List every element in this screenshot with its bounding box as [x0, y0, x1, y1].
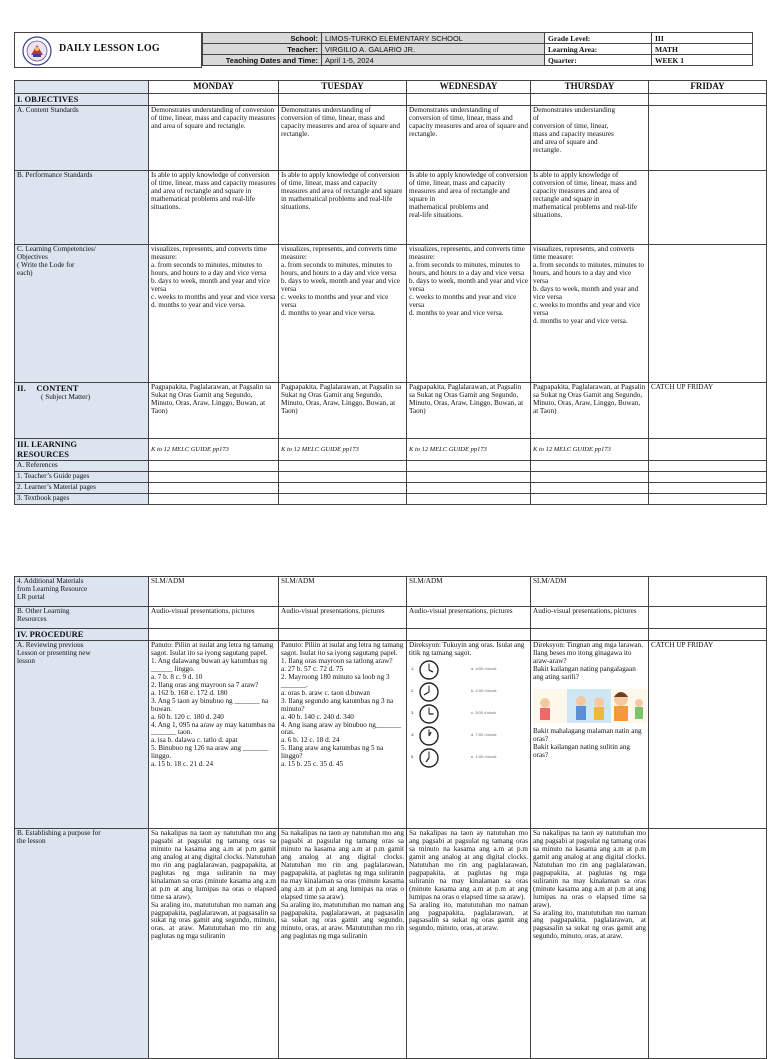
label-learners-material: 2. Learner’s Material pages — [15, 483, 149, 494]
clock-icon — [419, 748, 439, 768]
blank-cell — [407, 93, 531, 105]
grade-label: Grade Level: — [545, 33, 652, 44]
blank-cell — [279, 483, 407, 494]
additional-monday: SLM/ADM — [149, 577, 279, 607]
blank-cell — [279, 93, 407, 105]
competencies-thursday: visualizes, represents, and converts time measure: a. from seconds to minutes, minutes to hours, and hours to a day and vice versa b. days to week, month and year and vice versa c. weeks to months and year and vice versa d. months to year and vice versa. — [531, 245, 649, 383]
blank-cell — [407, 472, 531, 483]
clock-item — [411, 704, 531, 724]
label-content — [15, 383, 149, 439]
lesson-table-part-1 — [14, 80, 767, 505]
blank-cell — [531, 472, 649, 483]
clock-option: d. 7:00 o'clock — [471, 732, 497, 738]
blank-cell — [149, 93, 279, 105]
blank-cell — [407, 483, 531, 494]
blank-cell — [649, 472, 767, 483]
blank-cell — [149, 461, 279, 472]
clock-item — [411, 682, 531, 702]
blank-cell — [279, 472, 407, 483]
blank-cell — [149, 494, 279, 505]
blank-cell — [279, 461, 407, 472]
content-friday: CATCH UP FRIDAY — [649, 383, 767, 439]
label-performance-standards: B. Performance Standards — [15, 171, 149, 245]
blank-cell — [531, 483, 649, 494]
reviewing-friday: CATCH UP FRIDAY — [649, 641, 767, 829]
dates-label: Teaching Dates and Time: — [203, 55, 322, 66]
clock-exercise — [409, 658, 528, 766]
melc-friday — [649, 439, 767, 461]
clock-icon — [419, 682, 439, 702]
blank-cell — [407, 461, 531, 472]
blank-cell — [531, 93, 649, 105]
clock-option: b. 2:00 o'clock — [471, 688, 497, 694]
label-establishing: B. Establishing a purpose for the lesson — [15, 829, 149, 1059]
label-competencies: C. Learning Competencies/ Objectives ( Write the Lode for each) — [15, 245, 149, 383]
clock-icon — [419, 726, 439, 746]
label-additional-materials: 4. Additional Materials from Learning Resource LR portal — [15, 577, 149, 607]
section-learning-resources: III. LEARNING RESOURCES — [15, 439, 149, 461]
header-meta-table — [202, 32, 753, 66]
content-tuesday: Pagpapakita, Paglalarawan, at Pagsalin sa Sukat ng Oras Gamit ang Segundo, Minuto, Oras, Araw, Linggo, Buwan, at Taon) — [279, 383, 407, 439]
school-label: School: — [203, 33, 322, 44]
header-logo-box — [14, 32, 202, 68]
other-resources-thursday: Audio-visual presentations, pictures — [531, 607, 649, 629]
lesson-table-part-2 — [14, 576, 767, 1059]
area-label: Learning Area: — [545, 44, 652, 55]
section-content: II. CONTENT — [17, 383, 79, 394]
day-header-monday: MONDAY — [149, 81, 279, 94]
content-standards-monday: Demonstrates understanding of conversion of time, linear, mass and capacity measures and area of square and rectangle. — [149, 106, 279, 171]
day-header-tuesday: TUESDAY — [279, 81, 407, 94]
clock-item — [411, 660, 531, 680]
deped-seal-icon — [22, 36, 52, 66]
children-routine-illustration — [533, 685, 647, 725]
clock-item-number: 2. — [411, 688, 415, 694]
blank-cell — [531, 461, 649, 472]
additional-tuesday: SLM/ADM — [279, 577, 407, 607]
header — [14, 32, 766, 68]
blank-cell — [649, 494, 767, 505]
performance-standards-tuesday: Is able to apply knowledge of conversion of time, linear, mass and capacity measures and area of rectangle and square in mathematical problems and real-life situations. — [279, 171, 407, 245]
label-teachers-guide: 1. Teacher’s Guide pages — [15, 472, 149, 483]
clock-item-number: 4. — [411, 732, 415, 738]
other-resources-friday — [649, 607, 767, 629]
area-value: MATH — [652, 44, 753, 55]
blank-cell — [407, 494, 531, 505]
performance-standards-friday — [649, 171, 767, 245]
clock-icon — [419, 660, 439, 680]
establishing-tuesday: Sa nakalipas na taon ay natutuhan mo ang pagsabi at pagsulat ng tamang oras sa minuto na kasama ang a.m at p.m gamit ang analog at ang digital clocks. Natutuhan mo rin ang paglalarawan, pagpapakita, at paglutas ng mga suliranin na may kinalaman sa oras (minute kasama ang a.m at p.m at ang lumipas na oras o elapsed time sa araw). Sa araling ito, matututuhan mo naman ang pagpapakita, paglalarawan, at pagsasalin sa sukat ng oras gamit ang segundo, minuto, oras, at araw. Matututuhan mo rin ang paglutas ng mga suliranin — [279, 829, 407, 1059]
blank-cell — [149, 629, 279, 641]
day-header-friday: FRIDAY — [649, 81, 767, 94]
daily-routine-picture — [533, 685, 646, 725]
reviewing-wednesday-direction: Direksyon: Tukuyin ang oras. Isulat ang titik ng tamang sagot. — [409, 641, 525, 658]
melc-tuesday: K to 12 MELC GUIDE pp173 — [279, 439, 407, 461]
performance-standards-monday: Is able to apply knowledge of conversion of time, linear, mass and capacity measures and area of rectangle and square in mathematical problems and real-life situations. — [149, 171, 279, 245]
teacher-label: Teacher: — [203, 44, 322, 55]
content-standards-friday — [649, 106, 767, 171]
reviewing-wednesday — [407, 641, 531, 829]
label-content-standards: A. Content Standards — [15, 106, 149, 171]
reviewing-tuesday: Panuto: Piliin at isulat ang letra ng tamang sagot. Isulat ito sa iyong sagutang papel. 1. Ilang oras mayroon sa tatlong araw? a. 27 b. 57 c. 72 d. 75 2. Mayroong 180 minuto sa loob ng 3 _______. a. oras b. araw c. taon d.buwan 3. Ilang segundo ang katumbas ng 3 na minuto? a. 40 b. 140 c. 240 d. 340 4. Ang isang araw ay binubuo ng_______ oras. a. 6 b. 12 c. 18 d. 24 5. Ilang araw ang katumbas ng 5 na linggo? a. 15 b. 25 c. 35 d. 45 — [279, 641, 407, 829]
quarter-label: Quarter: — [545, 55, 652, 66]
competencies-wednesday: visualizes, represents, and converts time measure: a. from seconds to minutes, minutes to hours, and hours to a day and vice versa b. days to week, month and year and vice versa c. weeks to months and year and vice versa d. months to year and vice versa. — [407, 245, 531, 383]
clock-option: a. 4:00 o'clock — [471, 666, 497, 672]
additional-wednesday: SLM/ADM — [407, 577, 531, 607]
clock-option: e. 1:00 o'clock — [471, 754, 497, 760]
reviewing-thursday-direction: Direksyon: Tingnan ang mga larawan. Ilang beses mo itong ginagawa ito araw-araw? Bakit kailangan nating pangalagaan ang ating sarili? — [533, 641, 643, 682]
blank-cell — [279, 494, 407, 505]
competencies-tuesday: visualizes, represents, and converts time measure: a. from seconds to minutes, minutes to hours, and hours to a day and vice versa b. days to week, month and year and vice versa c. weeks to months and year and vice versa d. months to year and vice versa. — [279, 245, 407, 383]
other-resources-tuesday: Audio-visual presentations, pictures — [279, 607, 407, 629]
clock-item — [411, 748, 531, 768]
other-resources-monday: Audio-visual presentations, pictures — [149, 607, 279, 629]
grade-value: III — [652, 33, 753, 44]
clock-item-number: 5. — [411, 754, 415, 760]
clock-item — [411, 726, 531, 746]
melc-thursday: K to 12 MELC GUIDE pp173 — [531, 439, 649, 461]
clock-option: c. 3:00 o'clock — [471, 710, 497, 716]
label-references: A. References — [15, 461, 149, 472]
establishing-wednesday: Sa nakalipas na taon ay natutuhan mo ang pagsabi at pagsulat ng tamang oras sa minuto na kasama ang a.m at p.m gamit ang analog at ang digital clocks. Natutuhan mo rin ang paglalarawan, pagpapakita, at paglutas ng mga suliranin na may kinalaman sa oras (minute kasama ang a.m at p.m at ang lumipas na oras o elapsed time sa araw). Sa araling ito, matututuhan mo naman ang pagpapakita, paglalarawan, at pagsasalin sa sukat ng oras gamit ang segundo, minuto, oras, at araw. — [407, 829, 531, 1059]
label-subject-matter: ( Subject Matter) — [41, 392, 91, 401]
blank-cell — [649, 93, 767, 105]
document-title: DAILY LESSON LOG — [59, 43, 160, 54]
competencies-friday — [649, 245, 767, 383]
reviewing-thursday — [531, 641, 649, 829]
clock-item-number: 1. — [411, 666, 415, 672]
reviewing-thursday-questions: Bakit mahalagang malaman natin ang oras? Bakit kailangan nating sulitin ang oras? — [533, 726, 642, 759]
performance-standards-thursday: Is able to apply knowledge of conversion of time, linear, mass and capacity measures and area of rectangle and square in mathematical problems and real-life situations. — [531, 171, 649, 245]
teacher-value: VIRGILIO A. GALARIO JR. — [322, 44, 545, 55]
reviewing-monday: Panuto: Piliin at isulat ang letra ng tamang sagot. Isulat ito sa iyong sagutang papel. 1. Ang dalawang buwan ay katumbas ng ______ linggo. a. 7 b. 8 c. 9 d. 10 2. Ilang oras ang mayroon sa 7 araw? a. 162 b. 168 c. 172 d. 180 3. Ang 5 taon ay binubuo ng _______ na buwan. a. 60 b. 120 c. 180 d. 240 4. Ang 1, 095 na araw ay may katumbas na _______ taon. a. isa b. dalawa c. tatlo d. apat 5. Binubuo ng 126 na araw ang _______ linggo. a. 15 b. 18 c. 21 d. 24 — [149, 641, 279, 829]
blank-cell — [649, 483, 767, 494]
blank-cell — [407, 629, 531, 641]
blank-cell — [649, 629, 767, 641]
quarter-value: WEEK 1 — [652, 55, 753, 66]
label-textbook: 3. Textbook pages — [15, 494, 149, 505]
other-resources-wednesday: Audio-visual presentations, pictures — [407, 607, 531, 629]
blank-cell — [149, 483, 279, 494]
blank-cell — [649, 461, 767, 472]
day-header-wednesday: WEDNESDAY — [407, 81, 531, 94]
blank-cell — [531, 494, 649, 505]
blank-cell — [531, 629, 649, 641]
establishing-monday: Sa nakalipas na taon ay natutuhan mo ang pagsabi at pagsulat ng tamang oras sa minuto na kasama ang a.m at p.m gamit ang analog at ang digital clocks. Natutuhan mo rin ang paglalarawan, pagpapakita, at paglutas ng mga suliranin na may kinalaman sa oras (minute kasama ang a.m at p.m at ang lumipas na oras o elapsed time sa araw). Sa araling ito, matututuhan mo naman ang pagpapakita, paglalarawan, at pagsasalin sa sukat ng oras gamit ang segundo, minuto, oras, at araw. Matututuhan mo rin ang paglutas ng mga suliranin — [149, 829, 279, 1059]
section-procedure: IV. PROCEDURE — [15, 629, 149, 641]
label-reviewing: A. Reviewing previous Lesson or presenting new lesson — [15, 641, 149, 829]
clock-icon — [419, 704, 439, 724]
competencies-monday: visualizes, represents, and converts time measure: a. from seconds to minutes, minutes to hours, and hours to a day and vice versa b. days to week, month and year and vice versa c. weeks to months and year and vice versa d. months to year and vice versa. — [149, 245, 279, 383]
dates-value: April 1-5, 2024 — [322, 55, 545, 66]
additional-friday — [649, 577, 767, 607]
content-standards-wednesday: Demonstrates understanding of conversion of time, linear, mass and capacity measures and area of square and rectangle. — [407, 106, 531, 171]
label-other-resources: B. Other Learning Resources — [15, 607, 149, 629]
day-header-thursday: THURSDAY — [531, 81, 649, 94]
establishing-friday — [649, 829, 767, 1059]
content-thursday: Pagpapakita, Paglalarawan, at Pagsalin sa Sukat ng Oras Gamit ang Segundo, Minuto, Oras, Araw, Linggo, Buwan, at Taon) — [531, 383, 649, 439]
content-monday: Pagpapakita, Paglalarawan, at Pagsalin sa Sukat ng Oras Gamit ang Segundo, Minuto, Oras, Araw, Linggo, Buwan, at Taon) — [149, 383, 279, 439]
establishing-thursday: Sa nakalipas na taon ay natutuhan mo ang pagsabi at pagsulat ng tamang oras sa minuto na kasama ang a.m at p.m gamit ang analog at ang digital clocks. Natutuhan mo rin ang paglalarawan, pagpapakita, at paglutas ng mga suliranin na may kinalaman sa oras (minute kasama ang a.m at p.m at ang lumipas na oras o elapsed time sa araw). Sa araling ito, matututuhan mo naman ang pagpapakita, paglalarawan, at pagsasalin sa sukat ng oras gamit ang segundo, minuto, oras, at araw. — [531, 829, 649, 1059]
school-value: LIMOS-TURKO ELEMENTARY SCHOOL — [322, 33, 545, 44]
blank-cell — [149, 472, 279, 483]
blank-cell — [279, 629, 407, 641]
section-objectives: I. OBJECTIVES — [15, 93, 149, 105]
melc-monday: K to 12 MELC GUIDE pp173 — [149, 439, 279, 461]
additional-thursday: SLM/ADM — [531, 577, 649, 607]
corner-cell — [15, 81, 149, 94]
melc-wednesday: K to 12 MELC GUIDE pp173 — [407, 439, 531, 461]
content-standards-thursday: Demonstrates understanding of conversion of time, linear, mass and capacity measures and area of square and rectangle. — [531, 106, 649, 171]
clock-item-number: 3. — [411, 710, 415, 716]
performance-standards-wednesday: Is able to apply knowledge of conversion of time, linear, mass and capacity measures and area of rectangle and square in mathematical problems and real-life situations. — [407, 171, 531, 245]
content-standards-tuesday: Demonstrates understanding of conversion of time, linear, mass and capacity measures and area of square and rectangle. — [279, 106, 407, 171]
content-wednesday: Pagpapakita, Paglalarawan, at Pagsalin sa Sukat ng Oras Gamit ang Segundo, Minuto, Oras, Araw, Linggo, Buwan, at Taon) — [407, 383, 531, 439]
